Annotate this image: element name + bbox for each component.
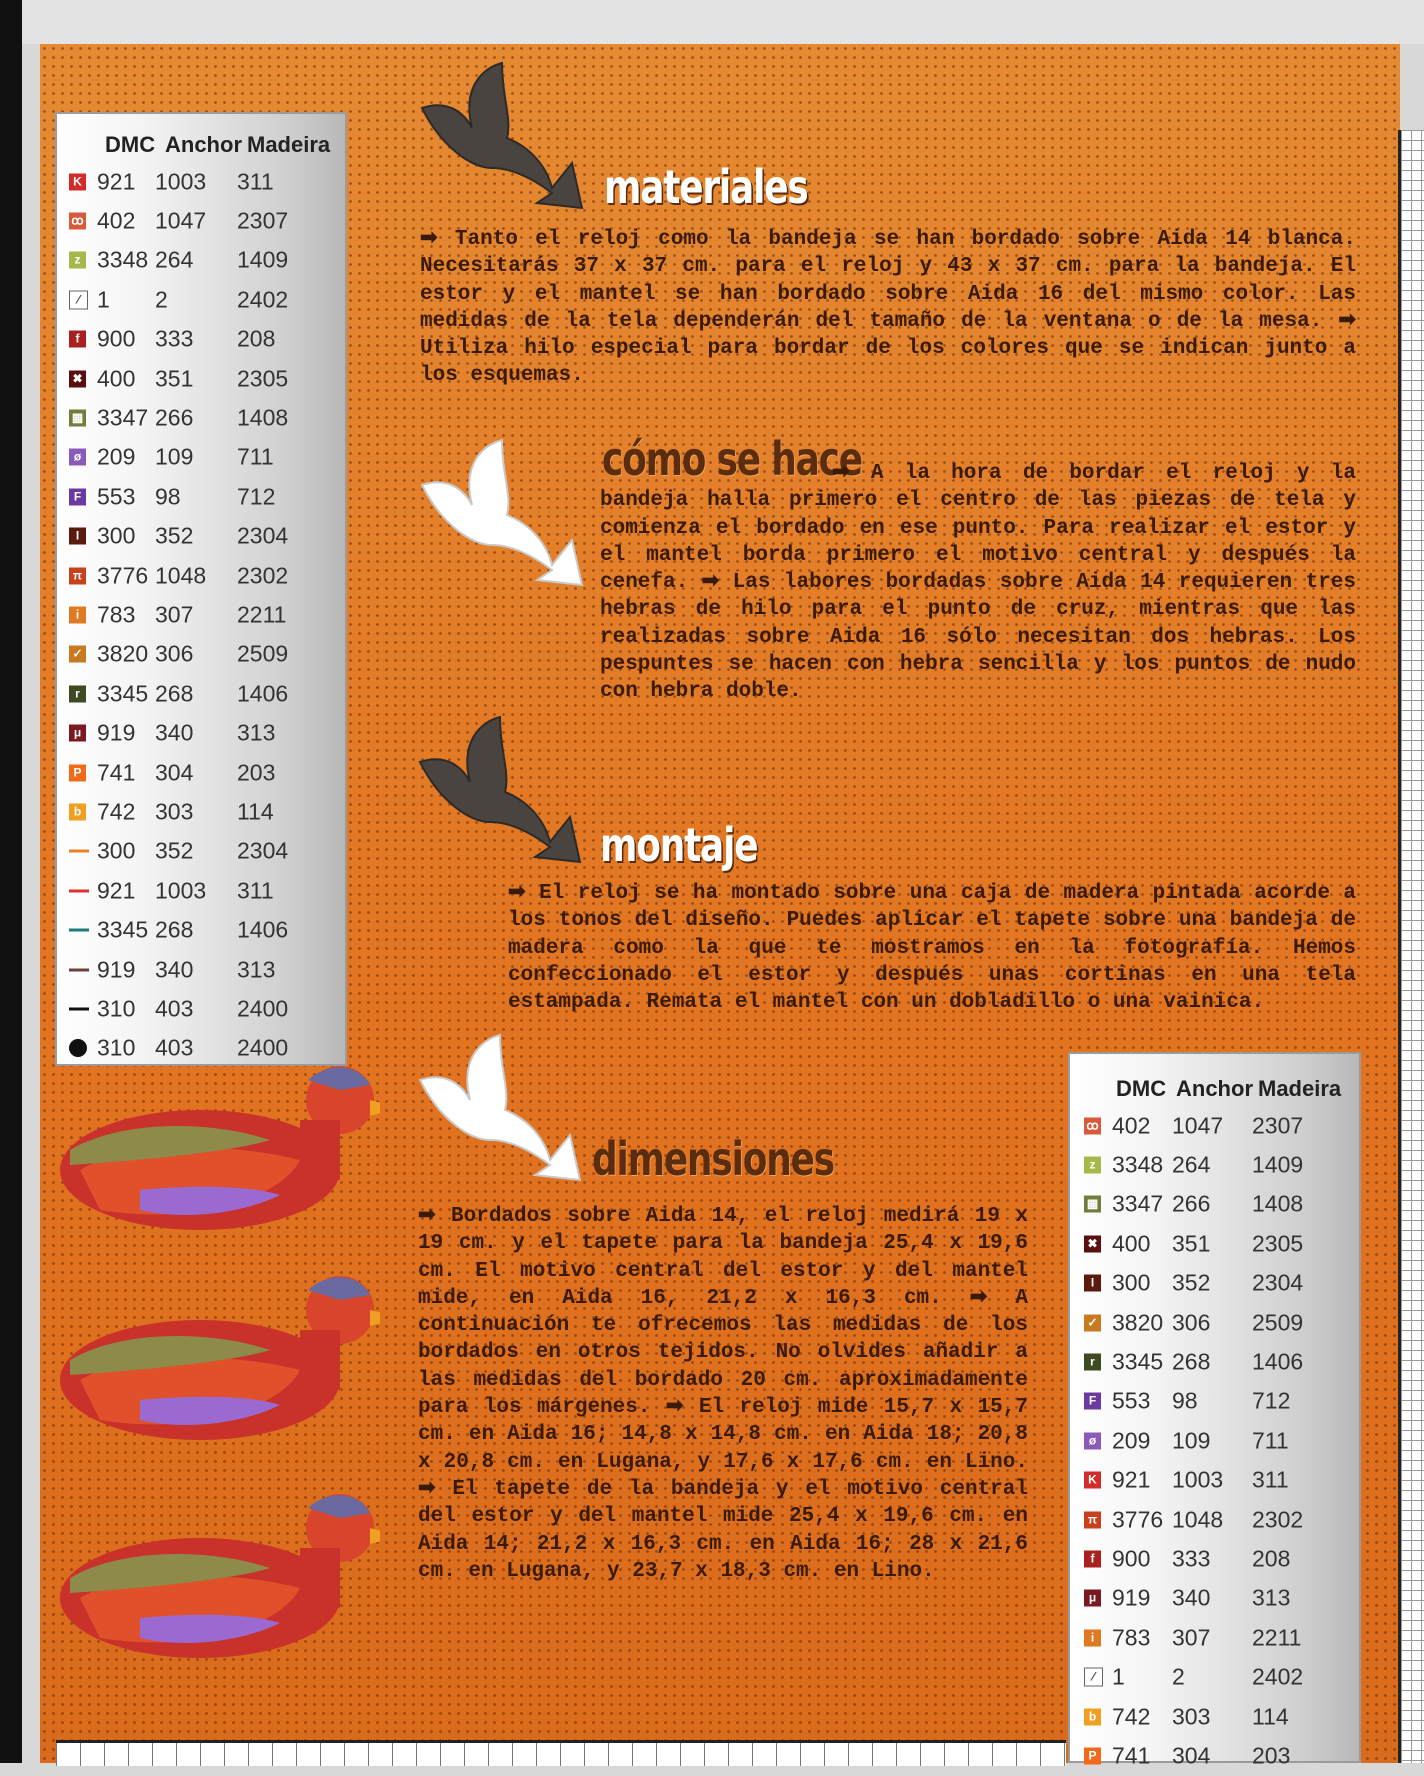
heading-dimensiones: dimensiones [592,1132,834,1186]
stitch-symbol-icon: P [69,764,86,781]
header-dmc: DMC [105,132,156,157]
key-row [1070,1539,1359,1578]
key-madeira: 2509 [1252,1309,1304,1336]
key-anchor: 304 [1172,1742,1211,1769]
key-dmc: 921 [97,877,136,904]
key-dmc: 209 [97,443,136,470]
stitch-symbol-icon: ✖ [69,370,86,387]
key-dmc: 1 [97,286,110,313]
key-madeira: 311 [237,877,274,904]
text-montaje: ➡ El reloj se ha montado sobre una caja de madera pintada acorde a los tonos del diseño. Puedes aplicar el tapete sobre una bandeja de madera como la que te mostramos en la fotografía. Hemos confeccionado el estor y después unas cortinas en una tela estampada. Remata el mantel con un dobladillo o una vainica. [508,882,1356,1015]
key-madeira: 712 [1252,1387,1291,1414]
stitch-symbol-icon: z [1084,1157,1101,1174]
key-row [1070,1736,1359,1775]
key-row [1070,1697,1359,1736]
heading-como-se-hace: cómo se hace [602,432,862,486]
heading-materiales: materiales [604,160,808,214]
key-rows [57,162,345,1068]
key-dmc: 3345 [97,916,149,943]
key-dmc: 3820 [97,640,149,667]
key-dmc: 310 [97,995,136,1022]
key-anchor: 340 [1172,1584,1211,1611]
stitch-symbol-icon: f [1084,1550,1101,1567]
key-dmc: 3820 [1112,1309,1164,1336]
key-row [57,241,345,280]
key-anchor: 2 [1172,1663,1185,1690]
key-madeira: 208 [237,325,276,352]
leaf-arrow-icon [410,712,600,872]
key-row [1070,1303,1359,1342]
key-madeira: 2402 [1252,1663,1304,1690]
leaf-arrow-icon [412,435,602,595]
key-anchor: 1003 [155,877,207,904]
binding-edge [0,0,22,1763]
key-madeira: 1409 [237,246,289,273]
stitch-symbol-icon: π [1084,1511,1101,1528]
key-anchor: 352 [155,522,194,549]
key-row [1070,1224,1359,1263]
key-anchor: 264 [155,246,194,273]
key-row [57,438,345,477]
key-madeira: 1409 [1252,1151,1304,1178]
key-anchor: 340 [155,956,194,982]
key-row [1070,1461,1359,1500]
backstitch-line-icon [69,929,89,932]
key-anchor: 307 [1172,1624,1211,1651]
key-anchor: 98 [155,483,181,510]
key-madeira: 313 [1252,1584,1291,1611]
key-madeira: 712 [237,483,276,510]
key-dmc: 921 [97,168,136,195]
key-dmc: 402 [1112,1112,1151,1139]
thread-key-right [1068,1052,1361,1769]
stitch-symbol-icon: I [69,528,86,545]
key-dmc: 400 [97,365,136,392]
key-row [57,950,345,989]
key-anchor: 303 [155,798,194,825]
key-anchor: 109 [1172,1427,1211,1454]
page-top-margin [22,0,1424,44]
key-row [57,713,345,752]
stitch-symbol-icon: ꝏ [69,213,86,230]
key-anchor: 403 [155,1034,194,1061]
key-anchor: 1003 [155,168,207,195]
key-anchor: 109 [155,443,194,470]
stitch-symbol-icon: b [1084,1708,1101,1725]
key-dmc: 919 [1112,1584,1151,1611]
key-row [57,477,345,516]
key-madeira: 313 [237,956,276,982]
key-dmc: 300 [97,522,136,549]
stitch-symbol-icon: ▦ [1084,1196,1101,1213]
key-row [1070,1657,1359,1696]
key-row [1070,1264,1359,1303]
key-madeira: 2211 [1252,1624,1302,1651]
stitch-symbol-icon: z [69,252,86,269]
key-row [57,595,345,634]
key-anchor: 266 [155,404,194,431]
key-dmc: 3345 [97,680,149,707]
key-anchor: 1047 [1172,1112,1224,1139]
key-madeira: 2307 [237,207,289,234]
stitch-symbol-icon: ✓ [1084,1314,1101,1331]
chart-grid-bottom [56,1740,1066,1766]
leaf-arrow-icon [412,58,602,218]
key-madeira: 711 [237,443,274,470]
key-anchor: 268 [155,680,194,707]
key-header [57,128,345,162]
backstitch-line-icon [69,1007,89,1010]
stitch-symbol-icon: I [1084,1275,1101,1292]
stitch-symbol-icon: ⁄ [1084,1668,1103,1687]
key-madeira: 2400 [237,1034,289,1061]
heading-montaje: montaje [600,818,758,872]
key-madeira: 2211 [237,601,287,628]
key-madeira: 1406 [237,680,289,707]
thread-key-left [55,112,347,1066]
key-madeira: 2400 [237,995,289,1022]
key-anchor: 303 [1172,1703,1211,1730]
key-row [57,398,345,437]
header-anchor: Anchor [1176,1076,1253,1101]
key-anchor: 1003 [1172,1466,1224,1493]
key-row [57,162,345,201]
key-dmc: 3347 [97,404,149,431]
key-madeira: 2302 [1252,1506,1304,1533]
key-dmc: 300 [97,837,136,864]
key-dmc: 3348 [97,246,149,273]
key-dmc: 3347 [1112,1190,1164,1217]
key-anchor: 1048 [155,562,207,589]
key-row [57,792,345,831]
stitch-symbol-icon: P [1084,1747,1101,1764]
key-dmc: 919 [97,719,136,746]
key-anchor: 98 [1172,1387,1198,1414]
key-row [57,280,345,319]
key-row [1070,1106,1359,1145]
key-anchor: 307 [155,601,194,628]
stitch-symbol-icon: f [69,331,86,348]
key-madeira: 208 [1252,1545,1291,1572]
key-anchor: 351 [155,365,194,392]
key-anchor: 2 [155,286,168,313]
stitch-symbol-icon: F [69,488,86,505]
key-madeira: 711 [1252,1427,1289,1454]
backstitch-line-icon [69,968,89,971]
duck-embroidery-image [40,1260,380,1465]
key-dmc: 1 [1112,1663,1125,1690]
key-madeira: 2305 [237,365,289,392]
header-madeira: Madeira [247,132,331,157]
stitch-symbol-icon: ▦ [69,410,86,427]
header-anchor: Anchor [165,132,242,157]
key-dmc: 3348 [1112,1151,1164,1178]
stitch-symbol-icon: ø [1084,1432,1101,1449]
header-dmc: DMC [1116,1076,1167,1101]
key-row [57,674,345,713]
key-rows [1070,1106,1359,1776]
key-row [57,635,345,674]
key-madeira: 114 [1252,1703,1289,1730]
stitch-symbol-icon: i [69,606,86,623]
key-dmc: 402 [97,207,136,234]
duck-embroidery-image [40,1050,380,1255]
key-madeira: 2302 [237,562,289,589]
header-madeira: Madeira [1258,1076,1342,1101]
key-dmc: 553 [97,483,136,510]
key-row [57,832,345,871]
key-dmc: 3345 [1112,1348,1164,1375]
key-row [57,201,345,240]
stitch-symbol-icon: ✖ [1084,1235,1101,1252]
key-madeira: 114 [237,798,274,825]
key-anchor: 333 [155,325,194,352]
key-dmc: 921 [1112,1466,1151,1493]
key-row [1070,1579,1359,1618]
stitch-symbol-icon: F [1084,1393,1101,1410]
stitch-symbol-icon: r [1084,1354,1101,1371]
stitch-symbol-icon: i [1084,1629,1101,1646]
key-dmc: 919 [97,956,136,982]
key-madeira: 2509 [237,640,289,667]
key-row [57,753,345,792]
key-row [57,910,345,949]
backstitch-line-icon [69,850,89,853]
stitch-symbol-icon: π [69,567,86,584]
stitch-symbol-icon: K [1084,1472,1101,1489]
key-anchor: 268 [1172,1348,1211,1375]
key-dmc: 209 [1112,1427,1151,1454]
stitch-symbol-icon: ꝏ [1084,1117,1101,1134]
key-dmc: 783 [1112,1624,1151,1651]
key-row [57,320,345,359]
key-dmc: 741 [1112,1742,1151,1769]
key-anchor: 266 [1172,1190,1211,1217]
key-madeira: 2305 [1252,1230,1304,1257]
stitch-symbol-icon: ✓ [69,646,86,663]
key-anchor: 340 [155,719,194,746]
key-anchor: 306 [155,640,194,667]
key-row [1070,1500,1359,1539]
key-row [57,989,345,1028]
key-anchor: 1048 [1172,1506,1224,1533]
key-madeira: 1406 [237,916,289,943]
key-madeira: 2304 [237,837,289,864]
key-row [1070,1145,1359,1184]
key-dmc: 310 [97,1034,136,1061]
stitch-symbol-icon: b [69,803,86,820]
key-dmc: 553 [1112,1387,1151,1414]
key-row [1070,1618,1359,1657]
key-madeira: 203 [237,759,276,786]
key-anchor: 351 [1172,1230,1211,1257]
duck-embroidery-image [40,1478,380,1683]
stitch-symbol-icon: r [69,685,86,702]
backstitch-line-icon [69,889,89,892]
key-header [1070,1072,1359,1106]
text-dimensiones: ➡ Bordados sobre Aida 14, el reloj medirá 19 x 19 cm. y el tapete para la bandeja 25,4 x 19,6 cm. El motivo central del estor y del mantel mide, en Aida 16, 21,2 x 16,3 cm. ➡ A continuación te ofrecemos las medidas de los bordados en otros tejidos. No olvides añadir a las medidas del bordado 20 cm. aproximadamente para los márgenes. ➡ El reloj mide 15,7 x 15,7 cm. en Aida 16; 14,8 x 14,8 cm. en Aida 18; 20,8 x 20,8 cm. en Lugana, y 17,6 x 17,6 cm. en Lino. ➡ El tapete de la bandeja y el motivo central del estor y del mantel mide 25,4 x 19,6 cm. en Aida 14; 21,2 x 16,3 cm. en Aida 16; 28 x 21,6 cm. en Lugana, y 23,7 x 18,3 cm. en Lino. [418,1205,1028,1583]
stitch-symbol-icon: K [69,173,86,190]
key-madeira: 1408 [237,404,289,431]
key-row [57,556,345,595]
key-dmc: 900 [1112,1545,1151,1572]
key-row [57,517,345,556]
stitch-symbol-icon: μ [1084,1590,1101,1607]
key-dmc: 742 [97,798,136,825]
key-madeira: 311 [1252,1466,1289,1493]
leaf-arrow-icon [410,1030,600,1190]
key-madeira: 2304 [1252,1269,1304,1296]
key-madeira: 2402 [237,286,289,313]
key-madeira: 311 [237,168,274,195]
key-anchor: 403 [155,995,194,1022]
key-madeira: 313 [237,719,276,746]
key-anchor: 352 [1172,1269,1211,1296]
key-dmc: 741 [97,759,136,786]
text-materiales: ➡ Tanto el reloj como la bandeja se han bordado sobre Aida 14 blanca. Necesitarás 37 x 37 cm. para el reloj y 43 x 37 cm. para la bandeja. El estor y el mantel se han bordado sobre Aida 16 del mismo color. Las medidas de la tela dependerán del tamaño de la ventana o de la mesa. ➡ Utiliza hilo especial para bordar de los colores que se indican junto a los esquemas. [420,228,1356,388]
key-row [1070,1185,1359,1224]
key-anchor: 352 [155,837,194,864]
text-como-se-hace: ➡ A la hora de bordar el reloj y la bandeja halla primero el centro de las piezas de tela y comienza el bordado en ese punto. Para realizar el estor y el mantel borda primero el motivo central y después la cenefa. ➡ Las labores bordadas sobre Aida 14 requieren tres hebras de hilo para el punto de cruz, mientras que las realizadas sobre Aida 16 sólo necesitan dos hebras. Los pespuntes se hacen con hebra sencilla y los puntos de nudo con hebra doble. [600,462,1356,704]
key-row [1070,1421,1359,1460]
key-dmc: 3776 [1112,1506,1164,1533]
key-anchor: 333 [1172,1545,1211,1572]
key-dmc: 742 [1112,1703,1151,1730]
key-anchor: 1047 [155,207,207,234]
key-madeira: 2307 [1252,1112,1304,1139]
key-anchor: 268 [155,916,194,943]
stitch-symbol-icon: μ [69,725,86,742]
key-anchor: 304 [155,759,194,786]
key-dmc: 400 [1112,1230,1151,1257]
key-row [57,359,345,398]
key-row [1070,1382,1359,1421]
key-dmc: 900 [97,325,136,352]
key-anchor: 306 [1172,1309,1211,1336]
key-row [57,871,345,910]
key-anchor: 264 [1172,1151,1211,1178]
chart-grid-right [1398,130,1424,1763]
stitch-symbol-icon: ø [69,449,86,466]
key-madeira: 203 [1252,1742,1291,1769]
key-dmc: 783 [97,601,136,628]
key-dmc: 3776 [97,562,149,589]
key-madeira: 2304 [237,522,289,549]
key-madeira: 1408 [1252,1190,1304,1217]
key-dmc: 300 [1112,1269,1151,1296]
stitch-symbol-icon: ⁄ [69,290,88,309]
key-madeira: 1406 [1252,1348,1304,1375]
key-row [1070,1342,1359,1381]
